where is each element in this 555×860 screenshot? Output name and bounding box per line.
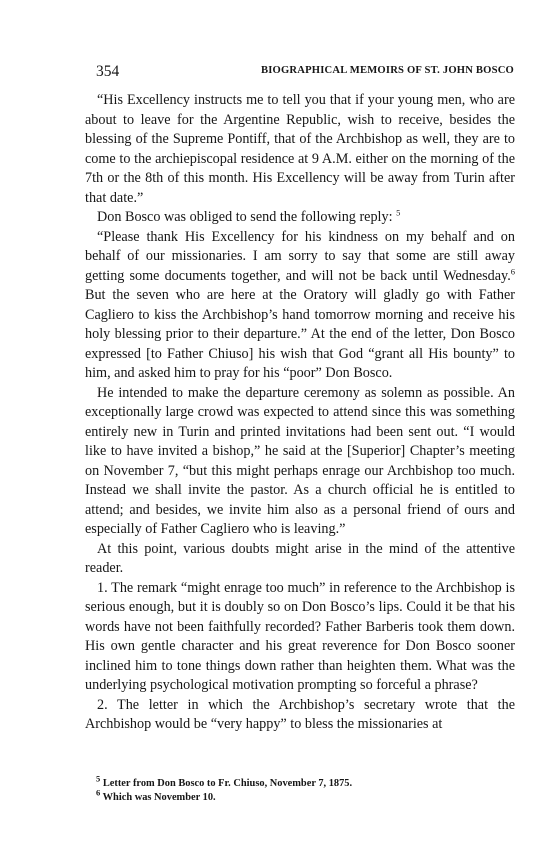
footnote-marker: 6 xyxy=(96,787,101,798)
paragraph-text: “His Excellency instructs me to tell you that if your young men, who are about to leave for the Argentine Republic, wish to receive, besides the blessing of the Supreme Pontiff, that of the Archbishop as well, they are to come to the archiepiscopal residence at 9 A.M. either on the morning of the 7th or the 8th of this month. His Excellency will be away from Turin after that date.” xyxy=(85,92,515,206)
paragraph-text: He intended to make the departure ceremony as solemn as possible. An exceptionally large crowd was expected to attend since this was something entirely new in Turin and printed invitations had been sent out. “I would like to have invited a bishop,” he said at the [Superior] Chapter’s meeting on November 7, “but this might perhaps enrage our Archbishop too much. Instead we shall invite the pastor. As a church official he is entitled to attend; and besides, we invite him also as a personal friend of ours and especially of Father Cagliero who is leaving.” xyxy=(85,384,515,537)
footnote-text: Which was November 10. xyxy=(100,792,216,803)
paragraph xyxy=(85,384,515,540)
paragraph xyxy=(85,540,515,579)
paragraph-text: 1. The remark “might enrage too much” in reference to the Archbishop is serious enough, but it is doubly so on Don Bosco’s lips. Could it be that his words have not been faithfully recorded? Father Barberis took them down. His own gentle character and his great reverence for Don Bosco sooner inclined him to tone things down rather than heighten them. What was the underlying psychological motivation prompting so forceful a phrase? xyxy=(85,579,515,693)
body-text xyxy=(85,91,515,735)
paragraph xyxy=(85,208,515,228)
paragraph xyxy=(85,579,515,696)
page-number: 354 xyxy=(96,63,120,80)
paragraph xyxy=(85,228,515,384)
paragraph xyxy=(85,91,515,208)
footnote-reference: 5 xyxy=(396,207,401,218)
running-title: BIOGRAPHICAL MEMOIRS OF ST. JOHN BOSCO xyxy=(260,65,514,76)
paragraph-text: Don Bosco was obliged to send the following reply: xyxy=(97,209,397,225)
paragraph-text: 2. The letter in which the Archbishop’s secretary wrote that the Archbishop would be “very happy” to bless the missionaries at xyxy=(85,696,515,732)
footnote-marker: 5 xyxy=(96,773,101,784)
footnote-text: Letter from Don Bosco to Fr. Chiuso, November 7, 1875. xyxy=(100,778,353,789)
footnotes xyxy=(96,773,496,805)
paragraph-text: At this point, various doubts might arise in the mind of the attentive reader. xyxy=(85,540,515,576)
page-header xyxy=(96,63,514,81)
paragraph-text: But the seven who are here at the Oratory will gladly go with Father Cagliero to kiss the Archbishop’s hand tomorrow morning and receive his holy blessing prior to their departure.” At the end of the letter, Don Bosco expressed [to Father Chiuso] his wish that God “grant all His bounty” to him, and asked him to pray for his “poor” Don Bosco. xyxy=(85,287,515,381)
footnote xyxy=(96,773,496,791)
footnote xyxy=(96,787,496,805)
paragraph-text: “Please thank His Excellency for his kindness on my behalf and on behalf of our missionaries. I am sorry to say that some are still away getting some documents together, and will not be back until Wednesday. xyxy=(85,228,515,284)
paragraph xyxy=(85,696,515,735)
footnote-reference: 6 xyxy=(510,265,515,276)
